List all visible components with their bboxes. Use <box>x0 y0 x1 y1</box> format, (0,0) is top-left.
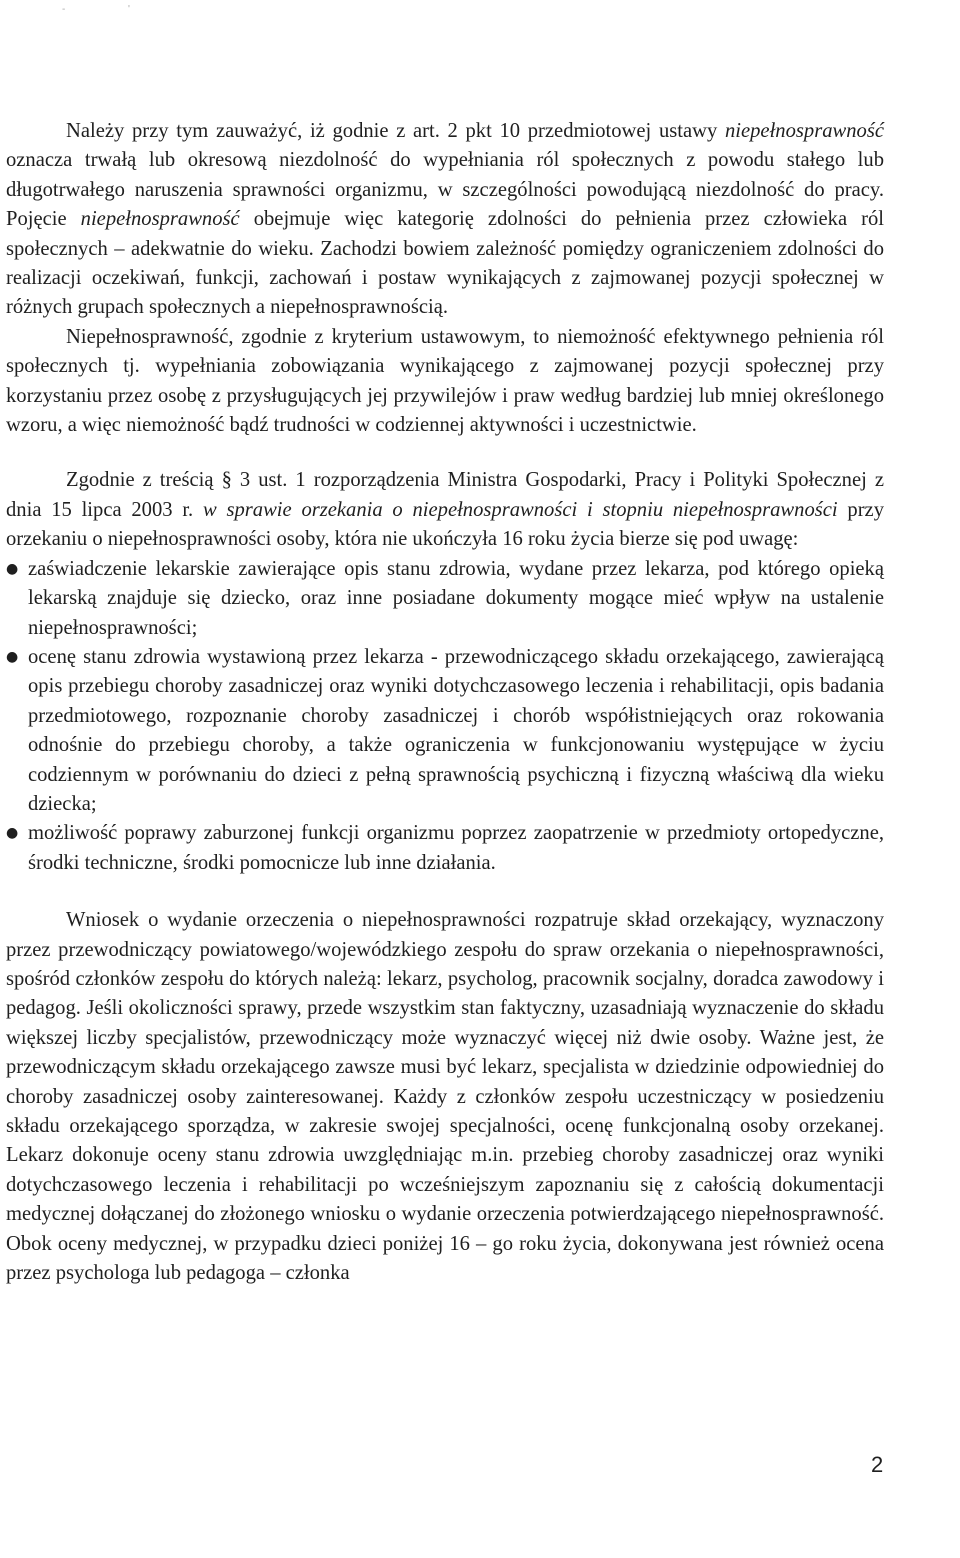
requirements-list <box>6 555 884 878</box>
list-item <box>6 555 884 643</box>
italic-regulation-title: w sprawie orzekania o niepełnosprawności i stopniu niepełnosprawności <box>202 498 838 521</box>
text-run: przy orzekaniu o niepełnosprawności osoby, która nie ukończyła 16 roku życia bierze się pod uwagę: <box>6 498 884 551</box>
italic-term: niepełnosprawność <box>724 120 884 142</box>
page-number: 2 <box>871 1452 884 1477</box>
italic-term: niepełnosprawność <box>80 208 240 231</box>
text-run: obejmuje więc kategorię zdolności do pełnienia przez człowieka ról społecznych – adekwatnie do wieku. Zachodzi bowiem zależność pomiędzy ograniczeniem zdolności do realizacji oczekiwań, funkcji, zachowań i postaw wynikających z zajmowanej pozycji społecznej w różnych grupach społecznych a niepełnosprawnością. <box>6 208 884 319</box>
body-text <box>6 117 884 1288</box>
list-item-text: zaświadczenie lekarskie zawierające opis stanu zdrowia, wydane przez lekarza, pod którego opieką lekarską znajduje się dziecko, oraz inne posiadane dokumenty mogące mieć wpływ na ustalenie niepełnosprawności; <box>28 557 884 639</box>
list-item <box>6 643 884 819</box>
bullet-icon: ● <box>6 560 19 577</box>
text-run: Zgodnie z treścią § 3 ust. 1 rozporządzenia Ministra Gospodarki, Pracy i Polityki Społecznej z dnia 15 lipca 2003 r. <box>6 469 884 521</box>
bullet-icon: ● <box>6 825 19 842</box>
paragraph-regulation <box>6 466 884 554</box>
text-run: oznacza trwałą lub okresową niezdolność do wypełniania ról społecznych z powodu stałego lub długotrwałego naruszenia sprawności organizmu, w szczególności powodującą niezdolność do pracy. Pojęcie <box>6 149 884 231</box>
scan-artifact: ' <box>128 4 130 15</box>
bullet-icon: ● <box>6 648 19 665</box>
list-item-text: ocenę stanu zdrowia wystawioną przez lekarza - przewodniczącego składu orzekającego, zawierającą opis przebiegu choroby zasadniczej oraz wyniki dotychczasowego leczenia i rehabilitacji, opis badania przedmiotowego, rozpoznanie choroby zasadniczej i chorób współistniejących oraz rokowania odnośnie do przebiegu choroby, a także ograniczenia w funkcjonowaniu występujące w życiu codziennym w porównaniu do dzieci z pełną sprawnością psychiczną i fizyczną właściwą dla wieku dziecka; <box>28 645 884 815</box>
paragraph-definition <box>6 117 884 323</box>
scan-artifact: - <box>62 4 66 15</box>
list-item <box>6 819 884 878</box>
text-run: Należy przy tym zauważyć, iż godnie z art. 2 pkt 10 przedmiotowej ustawy <box>66 120 725 142</box>
paragraph-criterion: Niepełnosprawność, zgodnie z kryterium ustawowym, to niemożność efektywnego pełnienia ról społecznych tj. wypełniania zobowiązania wynikającego z zajmowanej pozycji społecznej przy korzystaniu przez osobę z przysługujących jej przywilejów i praw według bardziej lub mniej określonego wzoru, a więc niemożność bądź trudności w codziennej aktywności i uczestnictwie. <box>6 325 884 437</box>
list-item-text: możliwość poprawy zaburzonej funkcji organizmu poprzez zaopatrzenie w przedmioty ortopedyczne, środki techniczne, środki pomocnicze lub inne działania. <box>28 822 884 874</box>
paragraph-application: Wniosek o wydanie orzeczenia o niepełnosprawności rozpatruje skład orzekający, wyznaczony przez przewodniczący powiatowego/wojewódzkiego zespołu do spraw orzekania o niepełnosprawności, spośród członków zespołu do których należą: lekarz, psycholog, pracownik socjalny, doradca zawodowy i pedagog. Jeśli okoliczności sprawy, przede wszystkim stan faktyczny, uzasadniają wyznaczenie do składu większej liczby specjalistów, przewodniczący może wyznaczyć więcej niż dwie osoby. Ważne jest, że przewodniczącym składu orzekającego zawsze musi być lekarz, specjalista w dziedzinie odpowiedniej do choroby zasadniczej osoby zainteresowanej. Każdy z członków zespołu uczestniczący w posiedzeniu składu orzekającego sporządza, w zakresie swojej specjalności, ocenę funkcjonalną osoby orzekanej. Lekarz dokonuje oceny stanu zdrowia uwzględniając m.in. przebieg choroby zasadniczej oraz wyniki dotychczasowego leczenia i rehabilitacji po wcześniejszym zapoznaniu się z całością dokumentacji medycznej dołączanej do złożonego wniosku o wydanie orzeczenia potwierdzającego niepełnosprawność. Obok oceny medycznej, w przypadku dzieci poniżej 16 – go roku życia, dokonywana jest również ocena przez psychologa lub pedagoga – członka <box>6 909 884 1285</box>
